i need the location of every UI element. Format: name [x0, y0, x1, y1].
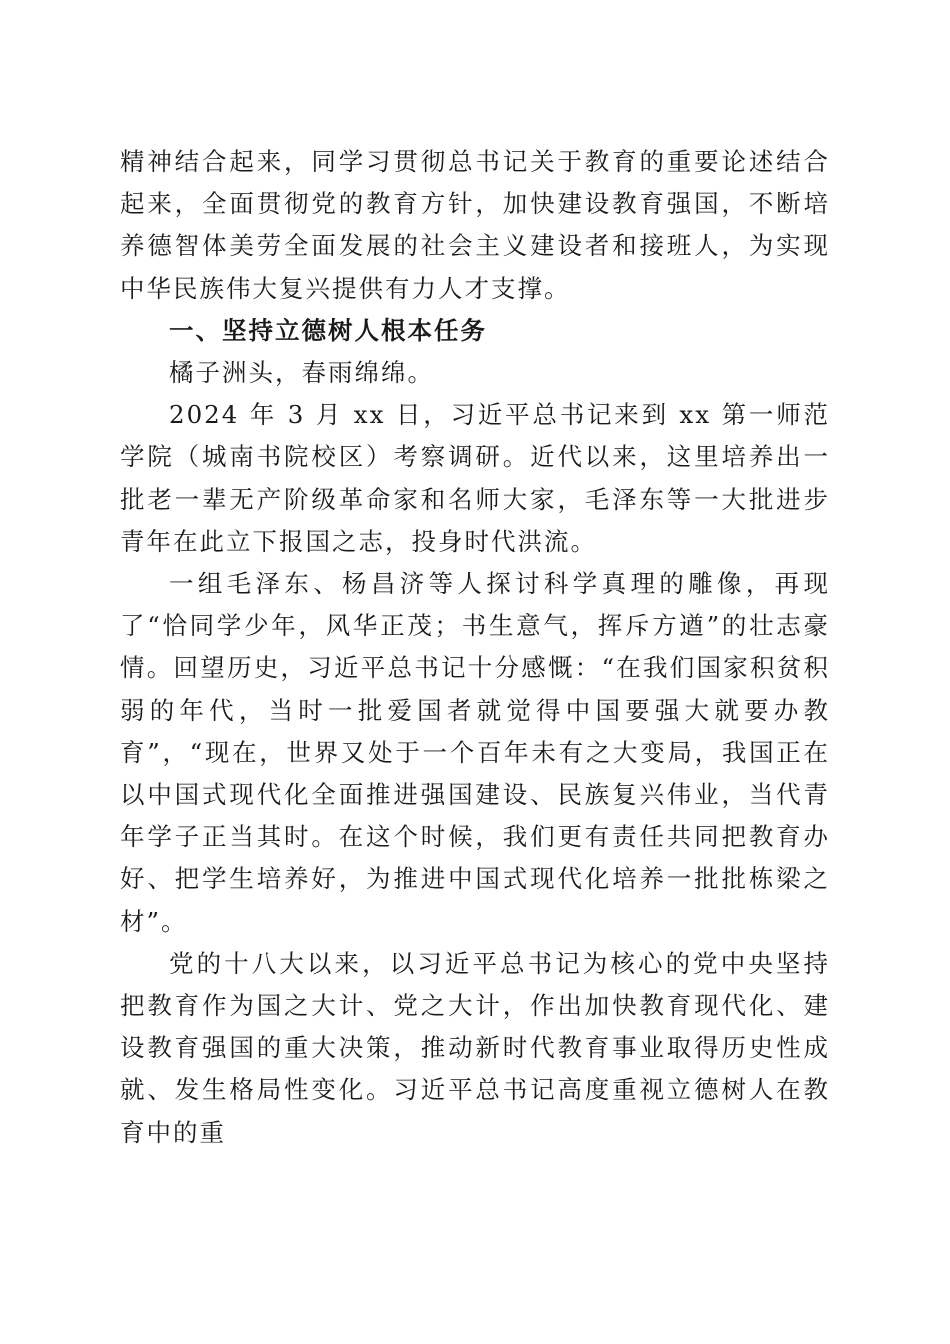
document-body: [120, 141, 830, 1154]
section-heading: 一、坚持立德树人根本任务: [169, 315, 487, 345]
paragraph-party-congress: 党的十八大以来，以习近平总书记为核心的党中央坚持把教育作为国之大计、党之大计，作出加快教育现代化、建设教育强国的重大决策，推动新时代教育事业取得历史性成就、发生格局性变化。习近平总书记高度重视立德树人在教育中的重: [120, 948, 830, 1147]
paragraph-scene: 橘子洲头，春雨绵绵。: [169, 358, 434, 388]
paragraph-continuation: 精神结合起来，同学习贯彻总书记关于教育的重要论述结合起来，全面贯彻党的教育方针，加快建设教育强国，不断培养德智体美劳全面发展的社会主义建设者和接班人，为实现中华民族伟大复兴提供有力人才支撑。: [120, 147, 830, 303]
paragraph-statue: 一组毛泽东、杨昌济等人探讨科学真理的雕像，再现了“恰同学少年，风华正茂；书生意气，挥斥方遒”的壮志豪情。回望历史，习近平总书记十分感慨：“在我们国家积贫积弱的年代，当时一批爱国者就觉得中国要强大就要办教育”，“现在，世界又处于一个百年未有之大变局，我国正在以中国式现代化全面推进强国建设、民族复兴伟业，当代青年学子正当其时。在这个时候，我们更有责任共同把教育办好、把学生培养好，为推进中国式现代化培养一批批栋梁之材”。: [120, 569, 830, 936]
paragraph-visit: 2024 年 3 月 xx 日，习近平总书记来到 xx 第一师范学院（城南书院校区）考察调研。近代以来，这里培养出一批老一辈无产阶级革命家和名师大家，毛泽东等一大批进步青年在此立下报国之志，投身时代洪流。: [120, 400, 830, 556]
